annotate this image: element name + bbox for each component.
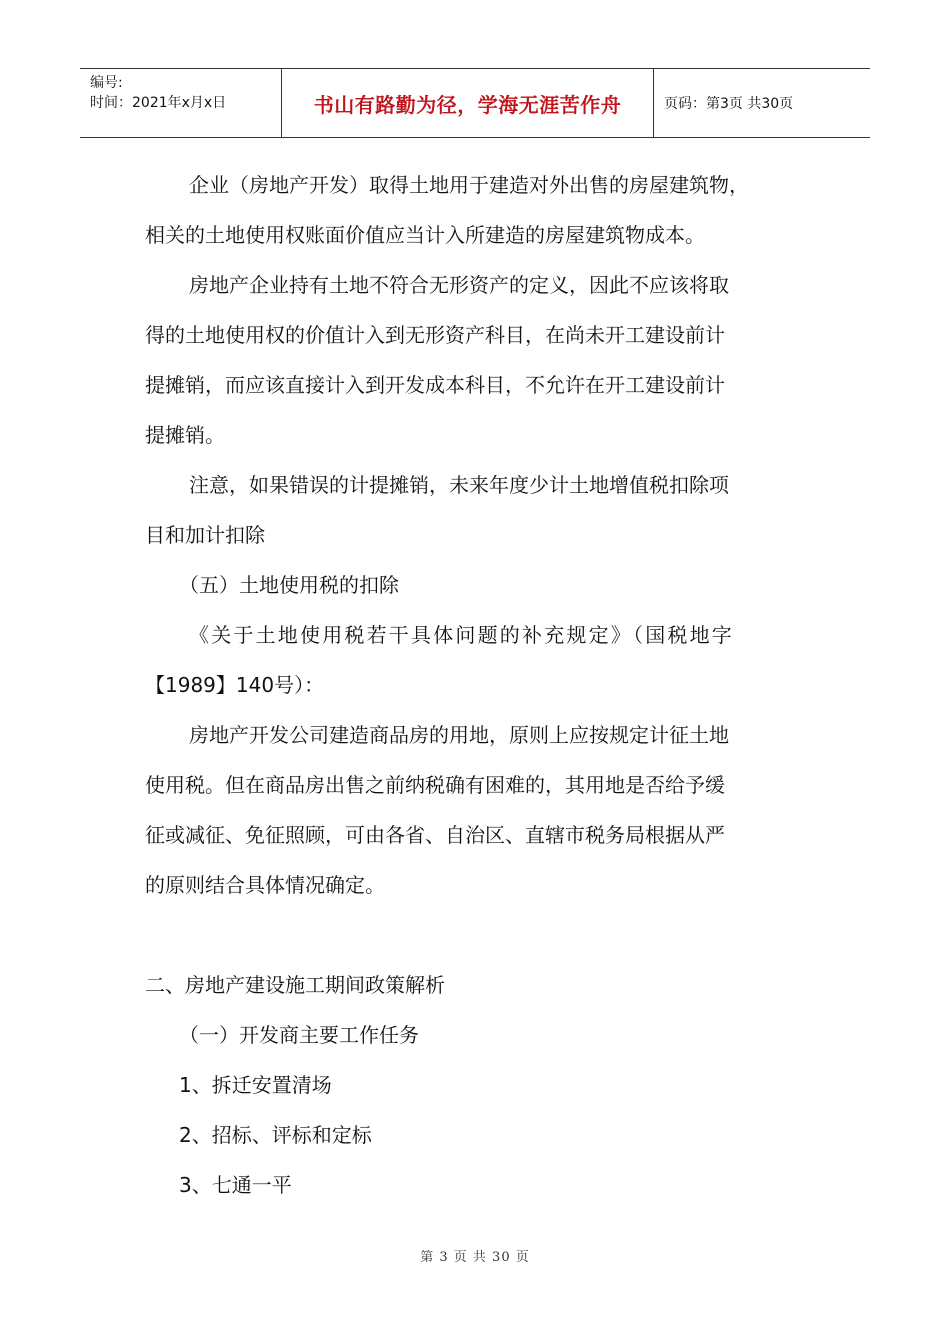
paragraph-line: 得的土地使用权的价值计入到无形资产科目，在尚未开工建设前计 xyxy=(145,323,725,347)
paragraph-line: 使用税。但在商品房出售之前纳税确有困难的，其用地是否给予缓 xyxy=(145,773,725,797)
blank-line xyxy=(145,910,810,960)
list-item: 3、七通一平 xyxy=(179,1173,292,1197)
document-number-label: 编号: xyxy=(90,75,123,91)
page-header xyxy=(80,68,870,138)
paragraph-line: 注意，如果错误的计提摊销，未来年度少计土地增值税扣除项 xyxy=(189,473,729,497)
header-meta xyxy=(80,69,282,137)
list-item: 2、招标、评标和定标 xyxy=(179,1123,372,1147)
list-item: 1、拆迁安置清场 xyxy=(179,1073,332,1097)
subsection-heading: （一）开发商主要工作任务 xyxy=(179,1023,419,1047)
regulation-reference: 【1989】140号）： xyxy=(145,673,325,697)
page-footer: 第 3 页 共 30 页 xyxy=(420,1250,530,1265)
paragraph-line: 目和加计扣除 xyxy=(145,523,265,547)
paragraph-line: 企业（房地产开发）取得土地用于建造对外出售的房屋建筑物， xyxy=(189,173,749,197)
section-heading: 二、房地产建设施工期间政策解析 xyxy=(145,973,445,997)
regulation-reference: 《关于土地使用税若干具体问题的补充规定》（国税地字 xyxy=(189,623,734,647)
subsection-heading: （五）土地使用税的扣除 xyxy=(179,573,399,597)
document-body xyxy=(145,160,810,1210)
header-motto: 书山有路勤为径，学海无涯苦作舟 xyxy=(282,69,654,137)
paragraph-line: 的原则结合具体情况确定。 xyxy=(145,873,385,897)
paragraph-line: 相关的土地使用权账面价值应当计入所建造的房屋建筑物成本。 xyxy=(145,223,705,247)
paragraph-line: 提摊销。 xyxy=(145,423,225,447)
document-time: 时间：2021年x月x日 xyxy=(90,95,227,111)
paragraph-line: 提摊销，而应该直接计入到开发成本科目，不允许在开工建设前计 xyxy=(145,373,725,397)
paragraph-line: 房地产企业持有土地不符合无形资产的定义，因此不应该将取 xyxy=(189,273,729,297)
header-page-info: 页码：第3页 共30页 xyxy=(664,96,794,112)
paragraph-line: 征或减征、免征照顾，可由各省、自治区、直辖市税务局根据从严 xyxy=(145,823,725,847)
paragraph-line: 房地产开发公司建造商品房的用地，原则上应按规定计征土地 xyxy=(189,723,729,747)
